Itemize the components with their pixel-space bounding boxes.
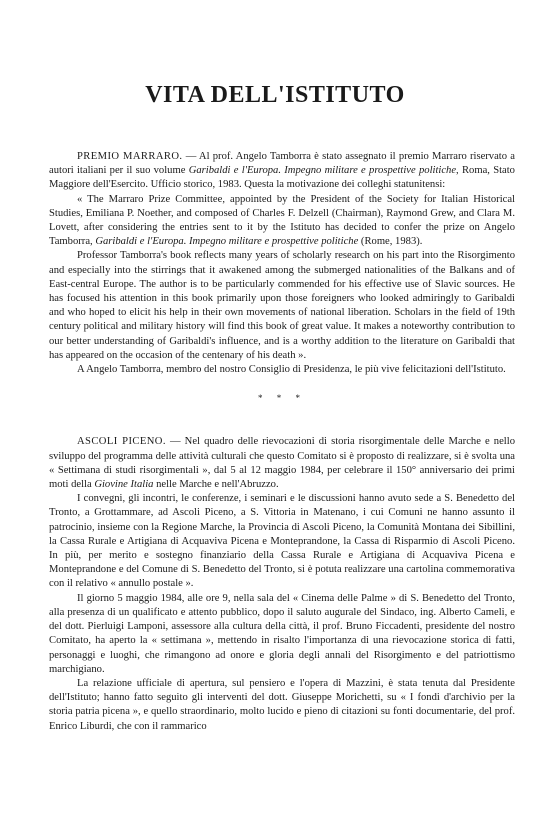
article-body [49,150,515,734]
marraro-review-paragraph: Professor Tamborra's book reflects many years of scholarly research on his part into the Risorgimento and especially into the stirrings that it awakened among the submerged nationalities of the Balkans and of East-central Europe. The author is to be particularly commended for his effective use of Slavic sources. He has focused his attention in this book primarily upon those foreigners who looked admiringly to Garibaldi and who hoped to elicit his help in their own movements of national liberation. Scholars in the field of 19th century political and military history will find this book of great value. It makes a noteworthy contribution to our better understanding of Garibaldi's influence, and is a worthy addition to the literature on Garibaldi that has appeared on the occasion of the centenary of his death ». [49,250,515,361]
ascoli-intro-italic: Giovine Italia [94,479,154,491]
marraro-quote-text-b: (Rome, 1983). [358,236,423,248]
marraro-heading: PREMIO MARRARO. [77,151,183,162]
ascoli-intro-text-b: nelle Marche e nell'Abruzzo. [153,479,279,491]
ascoli-intro-text-a: — Nel quadro delle rievocazioni di storia risorgimentale delle Marche e nello sviluppo del programma delle attività culturali che questo Comitato si è proposto di realizzare, si è svolta una « Settimana di studi risorgimentali », dal 5 al 12 maggio 1984, per celebrare il 150° anniversario dei primi moti della [49,436,515,491]
ascoli-intro-paragraph [49,435,515,492]
marraro-intro-text-a: — Al prof. Angelo Tamborra è stato assegnato il premio Marraro riservato a autori italiani per il suo volume [49,151,515,177]
marraro-congrats-paragraph: A Angelo Tamborra, membro del nostro Consiglio di Presidenza, le più vive felicitazioni dell'Istituto. [77,364,506,376]
page-title: VITA DELL'ISTITUTO [145,82,405,108]
marraro-intro-book-title: Garibaldi e l'Europa. Impegno militare e prospettive politiche [188,165,457,177]
section-separator: * * * [258,393,306,404]
marraro-quote-paragraph [49,193,515,250]
marraro-quote-text-a: « The Marraro Prize Committee, appointed by the President of the Society for Italian Historical Studies, Emiliana P. Noether, and composed of Charles F. Delzell (Chairman), Raymond Grew, and Clara M. Lovett, after considering the entries sent to it by the Istituto has decided to confer the prize on Angelo Tamborra, [49,193,515,248]
ascoli-heading: ASCOLI PICENO. [77,436,166,448]
marraro-quote-book-title: Garibaldi e l'Europa. Impegno militare e prospettive politiche [95,236,359,248]
ascoli-lecture-paragraph: La relazione ufficiale di apertura, sul pensiero e l'opera di Mazzini, è stata tenuta dal Presidente dell'Istituto; hanno fatto seguito gli interventi del dott. Giuseppe Morichetti, su « I fondi d'archivio per la storia patria picena », e quello straordinario, molto lucido e pieno di citazioni su fonti documentarie, del prof. Enrico Liburdi, che con il rammarico [49,677,515,732]
marraro-intro-text-b: , Roma, Stato Maggiore dell'Esercito. Ufficio storico, 1983. Questa la motivazione dei colleghi statunitensi: [49,165,515,191]
marraro-intro-paragraph [49,150,515,193]
ascoli-venues-paragraph: I convegni, gli incontri, le conferenze, i seminari e le discussioni hanno avuto sede a S. Benedetto del Tronto, a Grottammare, ad Ascoli Piceno, a S. Vittoria in Matenano, i cui Comuni ne hanno assunto il patrocinio, insieme con la Regione Marche, la Provincia di Ascoli Piceno, la Comunità Montana dei Sibillini, la Cassa Rurale e Artigiana di Acquaviva Picena e Monteprandone, la Cassa di Risparmio di Ascoli Piceno. In più, per merito e sostegno finanziario della Cassa Rurale e Artigiana di Acquaviva Picena e Monteprandone e del Comune di S. Benedetto del Tronto, si è potuta realizzare una cartolina commemorativa con il relativo « annullo postale ». [49,493,515,590]
ascoli-opening-paragraph: Il giorno 5 maggio 1984, alle ore 9, nella sala del « Cinema delle Palme » di S. Benedetto del Tronto, alla presenza di un qualificato e attento pubblico, dopo il saluto augurale del Sindaco, ing. Alberto Cameli, e del dott. Pierluigi Lamponi, assessore alla cultura della città, il prof. Bruno Ficcadenti, presidente del nostro Comitato, ha aperto la « settimana », mettendo in risalto l'importanza di una rievocazione storica di fatti, personaggi e luoghi, che rimangono ad onore e gloria degli annali del Risorgimento e del patriottismo marchigiano. [49,592,515,675]
